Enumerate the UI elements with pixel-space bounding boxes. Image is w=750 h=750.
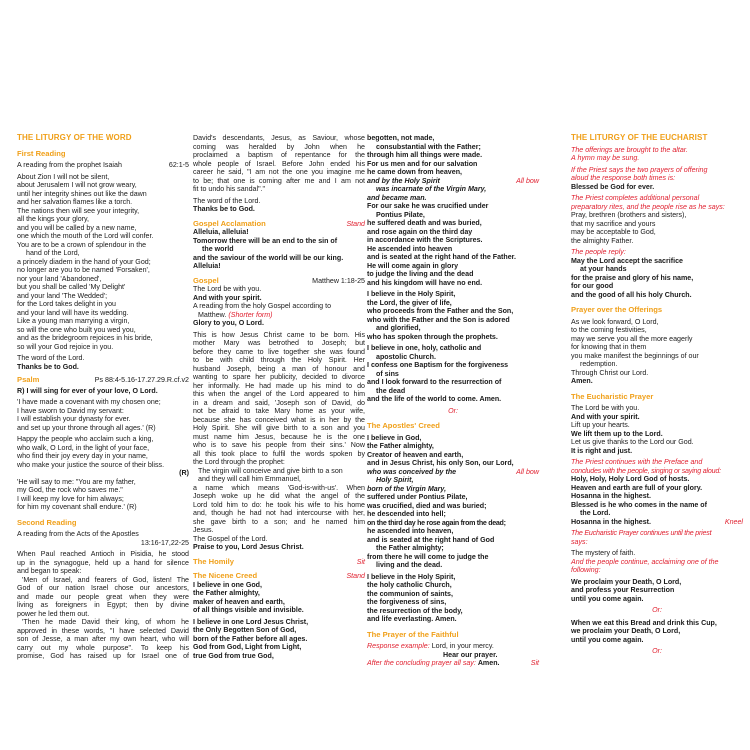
acclamation-heading: Gospel Acclamation xyxy=(193,218,266,228)
gospel-heading: Gospel xyxy=(193,275,219,285)
rubric-stand: Stand xyxy=(346,219,365,228)
first-reading-intro: A reading from the prophet Isaiah 62:1-5 xyxy=(17,161,189,169)
rubric-two-prayers: If the Priest says the two prayers of offering aloud the response both times is: xyxy=(571,165,708,182)
rubric-all-bow-2: All bow xyxy=(516,467,539,476)
psalm-ref: Ps 88:4-5.16-17.27.29.R.cf.v2 xyxy=(94,376,189,384)
homily-header xyxy=(193,558,365,567)
offerings-prayer: As we look forward, O Lord, to the coming festivities, may we serve you all the more eagerly for knowing that in them you make manifest the beginnings of our redemption. Through Christ our Lord. Amen. xyxy=(571,317,699,385)
or-divider: Or: xyxy=(448,406,458,415)
apostles-heading: The Apostles' Creed xyxy=(367,421,440,430)
second-reading-text: When Paul reached Antioch in Pisidia, he stood up in the synagogue, held up a hand for silence and began to speak: 'Men of Israel, and fearers of God, listen! The God of our nation Israel chose our ancestors, and made our people great when they were living as foreigners in Egypt; then by divine power he led them out. 'Then he made David their king, of whom he approved in these words, "I have selected David son of Jesse, a man after my own heart, who will carry out my whole purpose". To keep his promise, God has raised up for Israel one of xyxy=(17,550,189,660)
nicene-spirit: I believe in the Holy Spirit, the Lord, the giver of life, who proceeds from the Father and the Son, who with the Father and the Son is adored and glorified, who has spoken through the prophets. xyxy=(367,290,514,341)
mystery-of-faith: The mystery of faith. xyxy=(571,549,636,557)
blessed-response: Blessed be God for ever. xyxy=(571,182,655,191)
rubric-stand-2: Stand xyxy=(346,572,365,580)
second-reading-heading: Second Reading xyxy=(17,517,77,527)
rubric-kneel: Kneel xyxy=(724,517,743,526)
column-4 xyxy=(571,134,743,658)
prayer-example: Response example: Lord, in your mercy. xyxy=(367,642,494,650)
gospel-dialogue: The Lord be with you. And with your spirit. A reading from the holy Gospel according to Matthew. (Shorter form) Glory to you, O Lord. xyxy=(193,285,332,327)
apostles-conception: Holy Spirit, born of the Virgin Mary, xyxy=(367,476,447,493)
column-2 xyxy=(193,134,365,663)
rubric-continues: The Eucharistic Prayer continues until the priest says: xyxy=(571,529,712,546)
gospel-text: This is how Jesus Christ came to be born. His mother Mary was betrothed to Joseph; but before they came to live together she was found to be with child through the Holy Spirit. Her husband Joseph, being a man of honour and wanting to spare her publicity, decided to divorce her informally. He had made up his mind to do this when the angel of the Lord appeared to him in a dream and said, 'Joseph son of David, do not be afraid to take Mary home as your wife, because she has conceived what is in her by the Holy Spirit. She will give birth to a son and you must name him Jesus, because he is the one who is to save his people from their sins.' Now all this took place to fulfil the words spoken by the Lord through the prophet: xyxy=(193,330,365,466)
people-reply: May the Lord accept the sacrifice at your hands for the praise and glory of his name, for our good and the good of all his holy Church. xyxy=(571,256,694,299)
prayer-heading: The Prayer of the Faithful xyxy=(367,629,459,639)
sanctus: Holy, Holy, Holy Lord God of hosts. Heaven and earth are full of your glory. Hosanna in the highest. Blessed is he who comes in the name of the Lord. xyxy=(571,475,708,517)
prayer-response: Hear our prayer. xyxy=(443,650,498,659)
apostles-p3: I believe in the Holy Spirit, the holy catholic Church, the communion of saints, the forgiveness of sins, the resurrection of the body, and life everlasting. Amen. xyxy=(367,572,463,623)
nicene-church: I believe in one, holy, catholic and apostolic Church. I confess one Baptism for the forgiveness of sins and I look forward to the resurrection of the dead and the life of the world to come. Amen. xyxy=(367,344,509,403)
psalm-heading: Psalm xyxy=(17,375,40,384)
bow-line: and by the Holy Spirit All bow xyxy=(367,176,539,185)
rubric-preface: The Priest continues with the Preface and concludes with the people, singing or saying aloud: xyxy=(571,458,721,475)
second-reading-close: The word of the Lord. Thanks be to God. xyxy=(193,196,261,213)
nicene-p2: I believe in one Lord Jesus Christ, the Only Begotten Son of God, born of the Father before all ages. God from God, Light from Light, true God from true God, xyxy=(193,617,309,660)
acclamation-text: Alleluia, alleluia! Tomorrow there will be an end to the sin of the world and the saviour of the world will be our king. Alleluia! xyxy=(193,228,344,270)
nicene-cont-2: For our sake he was crucified under Pontius Pilate, he suffered death and was buried, and rose again on the third day in accordance with the Scriptures. He ascended into heaven and is seated at the right hand of the Father. He will come again in glory to judge the living and the dead and his kingdom will have no end. xyxy=(367,202,516,287)
nicene-cont: begotten, not made, consubstantial with the Father; through him all things were made. For us men and for our salvation he came down from heaven, xyxy=(367,134,483,176)
nicene-p1: I believe in one God, the Father almighty, maker of heaven and earth, of all things visible and invisible. xyxy=(193,580,304,614)
prayer-after: After the concluding prayer all say: Amen. Sit xyxy=(367,659,539,667)
section-title-word: THE LITURGY OF THE WORD xyxy=(17,133,132,142)
section-title-eucharist: THE LITURGY OF THE EUCHARIST xyxy=(571,133,708,142)
gospel-ref: Matthew 1:18-25 xyxy=(312,276,365,285)
first-reading-heading: First Reading xyxy=(17,148,66,158)
or-divider-3: Or: xyxy=(652,647,662,655)
column-1 xyxy=(17,134,189,664)
apostles-bow-line: who was conceived by the All bow xyxy=(367,467,539,476)
or-divider-2: Or: xyxy=(652,606,662,614)
apostles-p1: I believe in God, the Father almighty, Creator of heaven and earth, and in Jesus Christ, his only Son, our Lord, xyxy=(367,433,514,467)
psalm-response: R) I will sing for ever of your love, O Lord. xyxy=(17,386,158,395)
rubric-people-reply: The people reply: xyxy=(571,248,626,256)
rubric-acclaim: And the people continue, acclaiming one of the following: xyxy=(571,557,719,574)
apostles-p2: suffered under Pontius Pilate, was crucified, died and was buried; he descended into hell; on the third day he rose again from the dead; he ascended into heaven, and is seated at the right hand of God the Father almighty; from there he will come to judge the living and the dead. xyxy=(367,493,506,569)
incarnation: was incarnate of the Virgin Mary, and became man. xyxy=(367,185,487,202)
nicene-heading: The Nicene Creed xyxy=(193,571,258,580)
second-reading-continued: David's descendants, Jesus, as Saviour, whose coming was heralded by John when he proclaimed a baptism of repentance for the whole people of Israel. Before John ended his career he said, "I am not the one you imagine me to be; that one is coming after me and I am not fit to undo his sandal"." xyxy=(193,134,365,193)
acclamation-2: When we eat this Bread and drink this Cup, we proclaim your Death, O Lord, until you come again. xyxy=(571,618,717,644)
gospel-header xyxy=(193,277,365,286)
gospel-close: The Gospel of the Lord. Praise to you, Lord Jesus Christ. xyxy=(193,534,304,551)
gospel-text-2: The virgin will conceive and give birth to a son and they will call him Emmanuel, a name which means 'God-is-with-us'. When Joseph woke up he did what the angel of the Lord told him to do: he took his wife to his home and, though he had not had intercourse with her, she gave birth to a son; and he named him Jesus. xyxy=(193,466,365,534)
first-reading-text: About Zion I will not be silent, about Jerusalem I will not grow weary, until her integrity shines out like the dawn and her salvation flames like a torch. The nations then will see your integrity, all the kings your glory, and you will be called by a new name, one which the mouth of the Lord will confer. You are to be a crown of splendour in the hand of the Lord, a princely diadem in the hand of your God; no longer are you to be named 'Forsaken', nor your land 'Abandoned', but you shall be called 'My Delight' and your land 'The Wedded'; for the Lord takes delight in you and your land will have its wedding. Like a young man marrying a virgin, so will the one who built you wed you, and as the bridegroom rejoices in his bride, so will your God rejoice in you. xyxy=(17,172,154,351)
rubric-sit: Sit xyxy=(356,557,365,566)
sanctus-end: Hosanna in the highest. Kneel xyxy=(571,517,743,526)
rubric-offerings: The offerings are brought to the altar. A hymn may be sung. xyxy=(571,145,688,162)
psalm-stanza-3: 'He will say to me: "You are my father, my God, the rock who saves me." I will keep my love for him always; for him my covenant shall endure.' (R) xyxy=(17,477,137,511)
rubric-all-bow: All bow xyxy=(516,176,539,185)
pray-brethren: Pray, brethren (brothers and sisters), that my sacrifice and yours may be acceptable to God, the almighty Father. xyxy=(571,211,687,245)
nicene-header xyxy=(193,572,365,581)
homily-heading: The Homily xyxy=(193,556,234,566)
acclamation-1: We proclaim your Death, O Lord, and profess your Resurrection until you come again. xyxy=(571,577,682,603)
preface-dialogue: The Lord be with you. And with your spirit. Lift up your hearts. We lift them up to the Lord. Let us give thanks to the Lord our God. It is right and just. xyxy=(571,404,694,455)
psalm-header xyxy=(17,376,189,385)
psalm-stanza-2: Happy the people who acclaim such a king, who walk, O Lord, in the light of your face, who find their joy every day in your name, who make your justice the source of their bliss. (R) xyxy=(17,435,189,477)
eucharistic-heading: The Eucharistic Prayer xyxy=(571,391,654,401)
offerings-heading: Prayer over the Offerings xyxy=(571,305,663,314)
first-reading-close: The word of the Lord. Thanks be to God. xyxy=(17,354,85,371)
acclamation-header xyxy=(193,220,365,229)
rubric-sit-2: Sit xyxy=(530,659,539,667)
rubric-preparatory: The Priest completes additional personal preparatory rites, and the people rise as he says: xyxy=(571,194,725,211)
psalm-stanza-1: 'I have made a covenant with my chosen one; I have sworn to David my servant: I will establish your dynasty for ever. and set up your throne through all ages.' (R) xyxy=(17,398,161,432)
second-reading-intro: A reading from the Acts of the Apostles 13:16-17,22-25 xyxy=(17,530,189,547)
column-3 xyxy=(367,134,539,668)
